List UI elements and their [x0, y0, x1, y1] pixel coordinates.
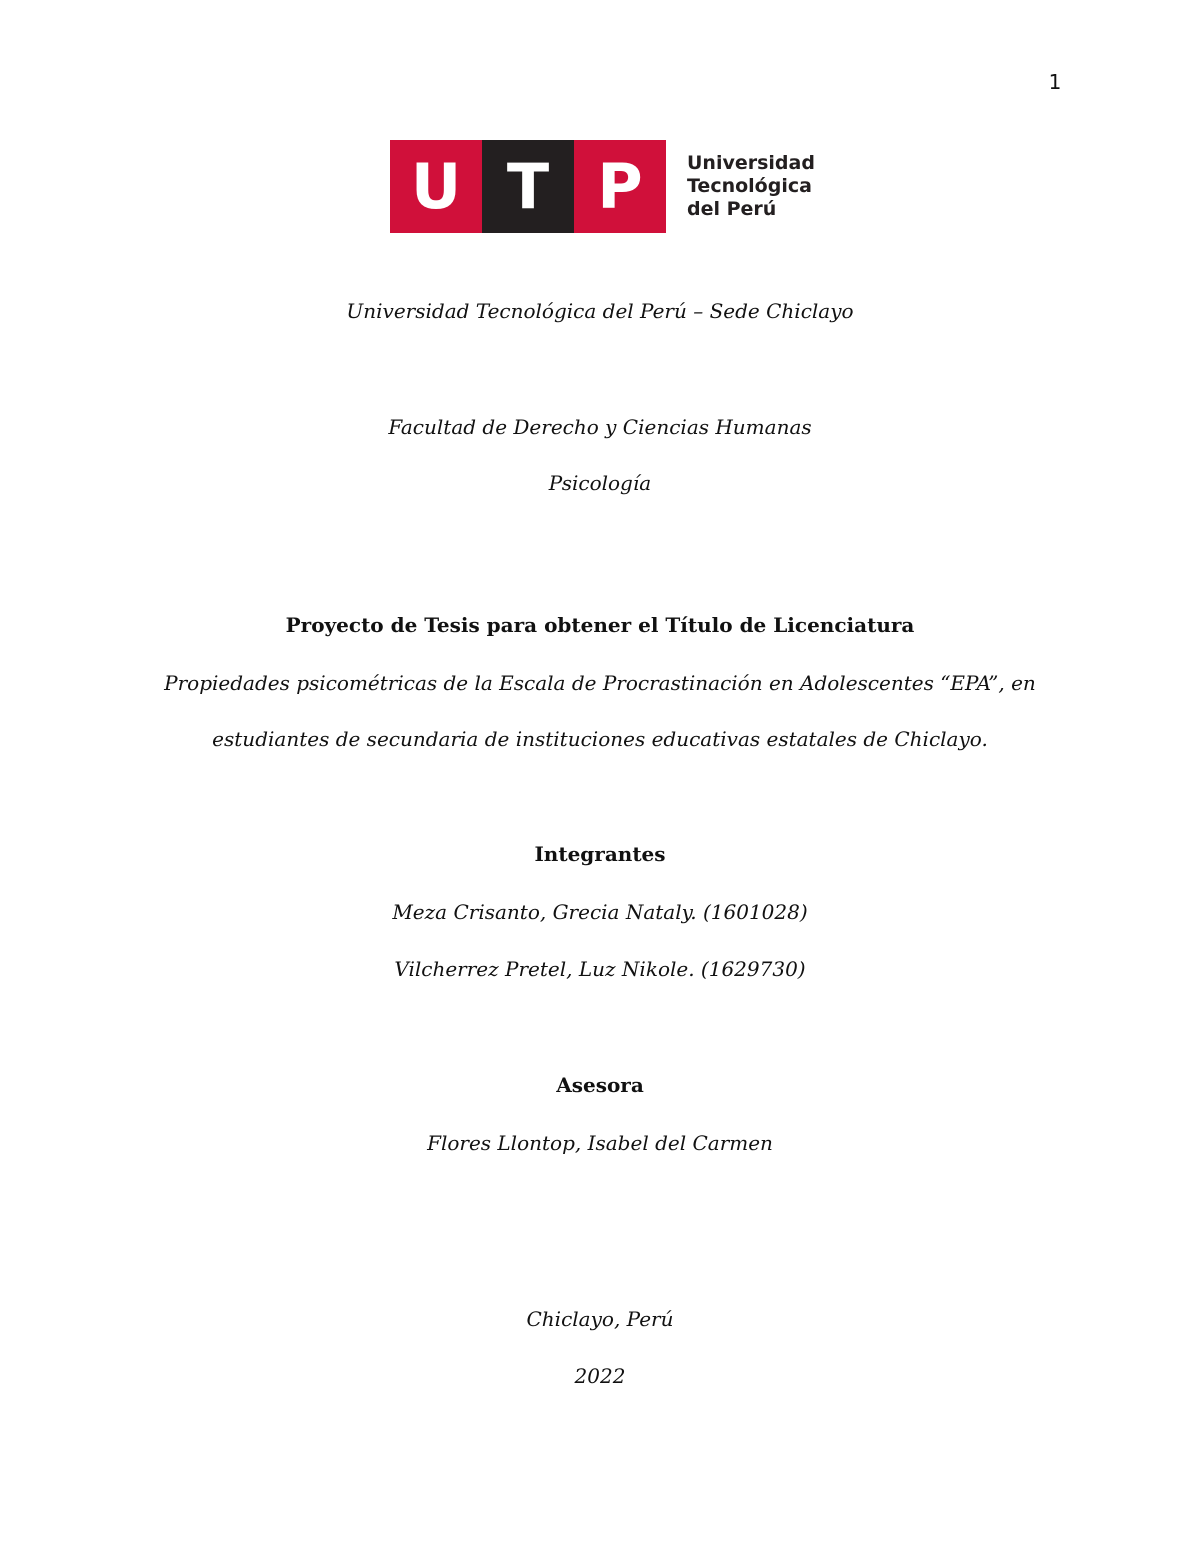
advisor-name: Flores Llontop, Isabel del Carmen	[427, 1131, 773, 1155]
thesis-title-line-2: estudiantes de secundaria de instituciones educativas estatales de Chiclayo.	[212, 727, 988, 751]
place: Chiclayo, Perú	[526, 1307, 674, 1331]
university-name: Universidad Tecnológica del Perú – Sede Chiclayo	[346, 299, 854, 323]
logo-letter-p: P	[574, 140, 666, 233]
utp-logo	[390, 140, 815, 233]
member-name: Meza Crisanto, Grecia Nataly. (1601028)	[392, 900, 808, 924]
members-heading: Integrantes	[534, 842, 666, 866]
logo-letter-u: U	[390, 140, 482, 233]
project-heading: Proyecto de Tesis para obtener el Título de Licenciatura	[285, 613, 915, 637]
logo-text-line: Universidad	[687, 152, 815, 174]
member-name: Vilcherrez Pretel, Luz Nikole. (1629730)	[394, 957, 806, 981]
career-name: Psicología	[548, 471, 652, 495]
faculty-name: Facultad de Derecho y Ciencias Humanas	[388, 415, 812, 439]
logo-wordmark	[687, 152, 815, 221]
year: 2022	[574, 1364, 626, 1388]
logo-text-line: del Perú	[687, 198, 777, 220]
logo-text-line: Tecnológica	[687, 175, 812, 197]
logo-letter-t: T	[482, 140, 574, 233]
page-number: 1	[1048, 70, 1062, 94]
thesis-title-line-1: Propiedades psicométricas de la Escala de Procrastinación en Adolescentes “EPA”, en	[164, 671, 1036, 695]
advisor-heading: Asesora	[556, 1073, 644, 1097]
